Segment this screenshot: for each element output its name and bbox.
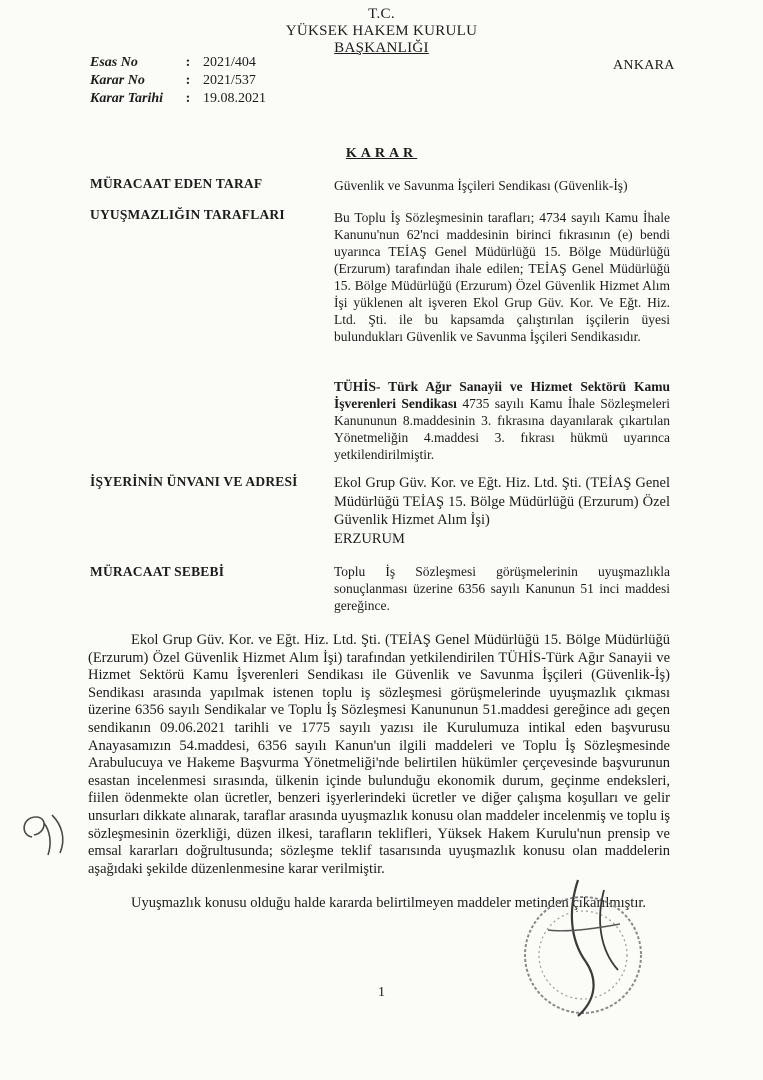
- tuhis-name: TÜHİS- Türk Ağır Sanayii ve Hizmet Sektörü Kamu İşverenleri Sendikası: [334, 379, 670, 411]
- tuhis-authorization: 4735 sayılı Kamu İhale Sözleşmeleri Kanununun 8.maddesinin 3. fıkrasına dayanılarak çıkartılan Yönetmeliğin 4.maddesi 3. fıkrası hükmü uyarınca yetkilendirilmiştir.: [334, 396, 670, 462]
- decision-paragraph-1: Ekol Grup Güv. Kor. ve Eğt. Hiz. Ltd. Şti. (TEİAŞ Genel Müdürlüğü 15. Bölge Müdürlüğü (Erzurum) Özel Güvenlik Hizmet Alım İşi) tarafından yetkilendirilen TÜHİS-Türk Ağır Sanayii ve Hizmet Sektörü Kamu İşverenleri Sendikası ile Güvenlik ve Savunma İşçileri (Güvenlik-İş) Sendikası arasında yapılmak istenen toplu iş sözleşmesi görüşmelerinde uyuşmazlık çıkması üzerine 6356 sayılı Sendikalar ve Toplu İş Sözleşmesi Kanununun 51.maddesi gereğince adı geçen sendikanın 09.06.2021 tarihli ve 1775 sayılı yazısı ile Kurulumuza intikal eden başvurusu Anayasamızın 54.maddesi, 6356 sayılı Kanun'un ilgili maddeleri ve Toplu İş Sözleşmesinde Arabulucuya ve Hakeme Başvurma Yönetmeliği'nde belirtilen hükümler çerçevesinde başvurunun esastan incelenmesi sırasında, ülkenin içinde bulunduğu ekonomik durum, geçinme endeksleri, fiilen ödenmekte olan ücretler, benzeri işyerlerindeki ücretler ve diğer çalışma koşulları ve gelir unsurları dikkate alınarak, taraflar arasında uyuşmazlık konusu olan maddeler incelenmiş ve toplu iş sözleşmesinin özerkliği, düzen ilkesi, tarafların teklifleri, Yüksek Hakem Kurulu'nun prensip ve emsal kararları doğrultusunda; sözleşme teklif tasarısında uyuşmazlık konusu olan maddelerin aşağıdaki şekilde düzenlenmesine karar verilmiştir.: [88, 632, 670, 877]
- karar-tarihi-label: Karar Tarihi: [90, 91, 164, 106]
- uyusmazlik-paragraph-2: [334, 378, 670, 463]
- isyeri-city: ERZURUM: [334, 530, 405, 547]
- document-title-text: KARAR: [345, 146, 418, 161]
- karar-tarihi-value: 19.08.2021: [203, 91, 266, 106]
- initials-signature: [10, 795, 80, 865]
- karar-tarihi-row: [90, 90, 266, 108]
- sebep-label: MÜRACAAT SEBEBİ: [90, 564, 225, 579]
- karar-no-value: 2021/537: [203, 73, 256, 88]
- karar-tarihi-separator: :: [185, 91, 191, 106]
- isyeri-value: Ekol Grup Güv. Kor. ve Eğt. Hiz. Ltd. Şti. (TEİAŞ Genel Müdürlüğü TEİAŞ 15. Bölge Müdürlüğü (Erzurum) Özel Güvenlik Hizmet Alım İşi): [334, 475, 670, 528]
- isyeri-value-block: [334, 474, 670, 548]
- letterhead: [0, 6, 763, 57]
- city-name: ANKARA: [613, 58, 675, 73]
- esas-separator: :: [185, 55, 191, 70]
- uyusmazlik-paragraph-1: Bu Toplu İş Sözleşmesinin tarafları; 4734 sayılı Kamu İhale Kanunu'nun 62'nci maddesinin birinci fıkrasının (e) bendi uyarınca TEİAŞ Genel Müdürlüğü 15. Bölge Müdürlüğü (Erzurum) tarafından ihale edilen; TEİAŞ Genel Müdürlüğü 15. Bölge Müdürlüğü (Erzurum) Özel Güvenlik Hizmet Alım İşi yüklenen alt işveren Ekol Grup Güv. Kor. Ve Eğt. Hiz. Ltd. Şti. ile bu kapsamda çalıştırılan işçilerin üyesi bulundukları Güvenlik ve Savunma İşçileri Sendikasıdır.: [334, 210, 670, 344]
- muracaat-eden-value: Güvenlik ve Savunma İşçileri Sendikası (Güvenlik-İş): [334, 178, 628, 193]
- karar-no-separator: :: [185, 73, 191, 88]
- isyeri-label: İŞYERİNİN ÜNVANI VE ADRESİ: [90, 474, 298, 489]
- esas-row: [90, 54, 266, 72]
- muracaat-eden-label: MÜRACAAT EDEN TARAF: [90, 176, 263, 191]
- reference-block: [90, 54, 266, 108]
- document-title: [0, 146, 763, 162]
- letterhead-line-3: BAŞKANLIĞI: [334, 40, 429, 56]
- sebep-value: Toplu İş Sözleşmesi görüşmelerinin uyuşmazlıkla sonuçlanması üzerine 6356 sayılı Kanunun 51 inci maddesi gereğince.: [334, 564, 670, 613]
- letterhead-line-2: YÜKSEK HAKEM KURULU: [285, 23, 478, 39]
- page-number: 1: [378, 985, 385, 1000]
- esas-label: Esas No: [90, 55, 138, 70]
- karar-no-row: [90, 72, 266, 90]
- letterhead-line-1: T.C.: [368, 6, 395, 22]
- decision-paragraph-2: Uyuşmazlık konusu olduğu halde kararda belirtilmeyen maddeler metinden çıkarılmıştır.: [131, 895, 647, 911]
- esas-value: 2021/404: [203, 55, 256, 70]
- uyusmazlik-label: UYUŞMAZLIĞIN TARAFLARI: [90, 207, 285, 222]
- karar-no-label: Karar No: [90, 73, 145, 88]
